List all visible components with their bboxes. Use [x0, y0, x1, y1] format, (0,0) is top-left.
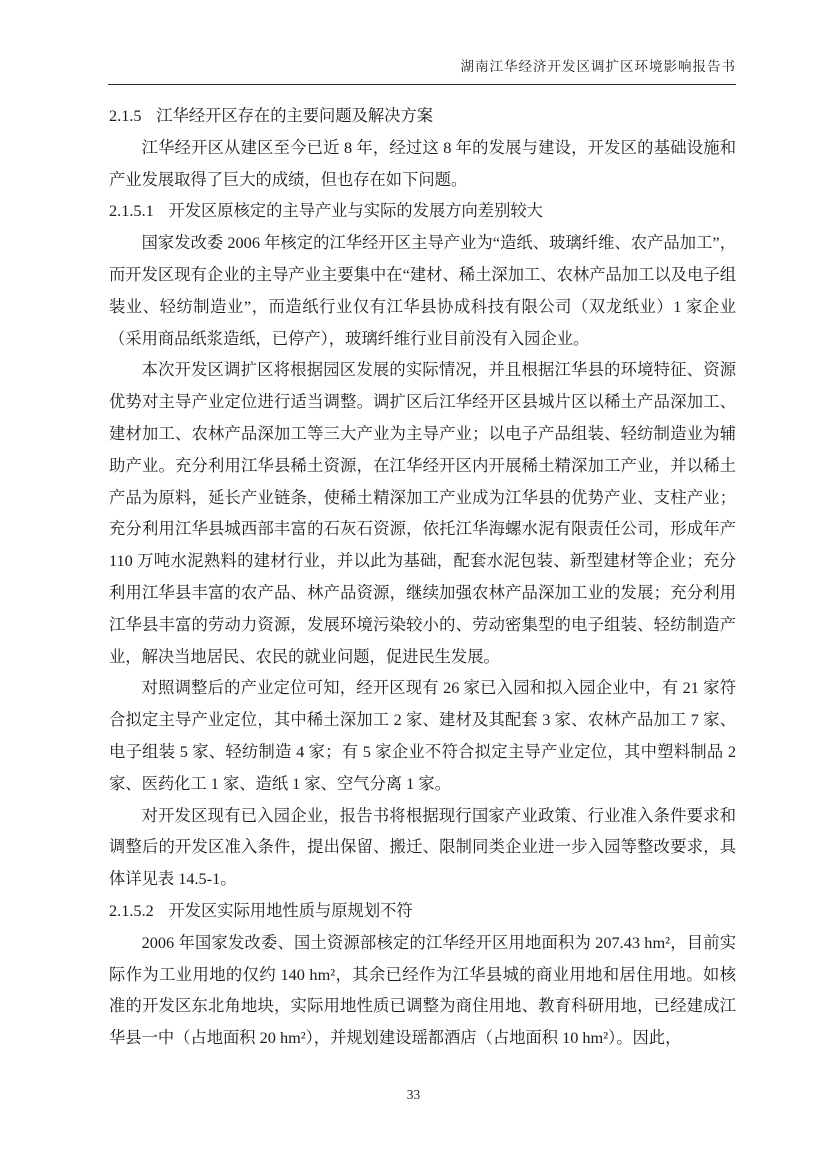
- section-heading-2-1-5: [109, 100, 736, 132]
- paragraph: 国家发改委 2006 年核定的江华经开区主导产业为“造纸、玻璃纤维、农产品加工”，而开发区现有企业的主导产业主要集中在“建材、稀土深加工、农林产品加工以及电子组装业、轻纺制造业”，而造纸行业仅有江华县协成科技有限公司（双龙纸业）1 家企业（采用商品纸浆造纸，已停产），玻璃纤维行业目前没有入园企业。: [109, 233, 736, 348]
- paragraph: 江华经开区从建区至今已近 8 年，经过这 8 年的发展与建设，开发区的基础设施和产业发展取得了巨大的成绩，但也存在如下问题。: [109, 137, 736, 189]
- section-title: 开发区实际用地性质与原规划不符: [168, 900, 413, 920]
- page-header-title: 湖南江华经济开发区调扩区环境影响报告书: [460, 59, 736, 74]
- paragraph: 2006 年国家发改委、国土资源部核定的江华经开区用地面积为 207.43 hm²，目前实际作为工业用地的仅约 140 hm²，其余已经作为江华县城的商业用地和居住用地。如核准的开发区东北角地块，实际用地性质已调整为商住用地、教育科研用地，已经建成江华县一中（占地面积 20 hm²），并规划建设瑶都酒店（占地面积 10 hm²）。因此，: [109, 932, 736, 1048]
- section-number: 2.1.5.2: [109, 900, 154, 920]
- header-divider: [108, 84, 736, 85]
- section-heading-2-1-5-2: [109, 895, 736, 927]
- section-number: 2.1.5.1: [109, 201, 154, 221]
- paragraph: 对开发区现有已入园企业，报告书将根据现行国家产业政策、行业准入条件要求和调整后的开发区准入条件，提出保留、搬迁、限制同类企业进一步入园等整改要求，具体详见表 14.5-1。: [109, 805, 736, 889]
- document-body: [109, 100, 736, 1054]
- page-number: 33: [406, 1087, 421, 1102]
- section-heading-2-1-5-1: [109, 195, 736, 227]
- section-number: 2.1.5: [109, 106, 142, 125]
- section-title: 开发区原核定的主导产业与实际的发展方向差别较大: [168, 201, 543, 221]
- paragraph: 本次开发区调扩区将根据园区发展的实际情况，并且根据江华县的环境特征、资源优势对主导产业定位进行适当调整。调扩区后江华经开区县城片区以稀土产品深加工、建材加工、农林产品深加工等三大产业为主导产业；以电子产品组装、轻纺制造业为辅助产业。充分利用江华县稀土资源，在江华经开区内开展稀土精深加工产业，并以稀土产品为原料，延长产业链条，使稀土精深加工产业成为江华县的优势产业、支柱产业；充分利用江华县城西部丰富的石灰石资源，依托江华海螺水泥有限责任公司，形成年产 110 万吨水泥熟料的建材行业，并以此为基础，配套水泥包装、新型建材等企业；充分利用江华县丰富的农产品、林产品资源，继续加强农林产品深加工业的发展；充分利用江华县丰富的劳动力资源，发展环境污染较小的、劳动密集型的电子组装、轻纺制造产业，解决当地居民、农民的就业问题，促进民生发展。: [109, 360, 736, 666]
- paragraph: 对照调整后的产业定位可知，经开区现有 26 家已入园和拟入园企业中，有 21 家符合拟定主导产业定位，其中稀土深加工 2 家、建材及其配套 3 家、农林产品加工 7 家、电子组装 5 家、轻纺制造 4 家；有 5 家企业不符合拟定主导产业定位，其中塑料制品 2 家、医药化工 1 家、造纸 1 家、空气分离 1 家。: [109, 678, 736, 793]
- section-title: 江华经开区存在的主要问题及解决方案: [156, 106, 434, 125]
